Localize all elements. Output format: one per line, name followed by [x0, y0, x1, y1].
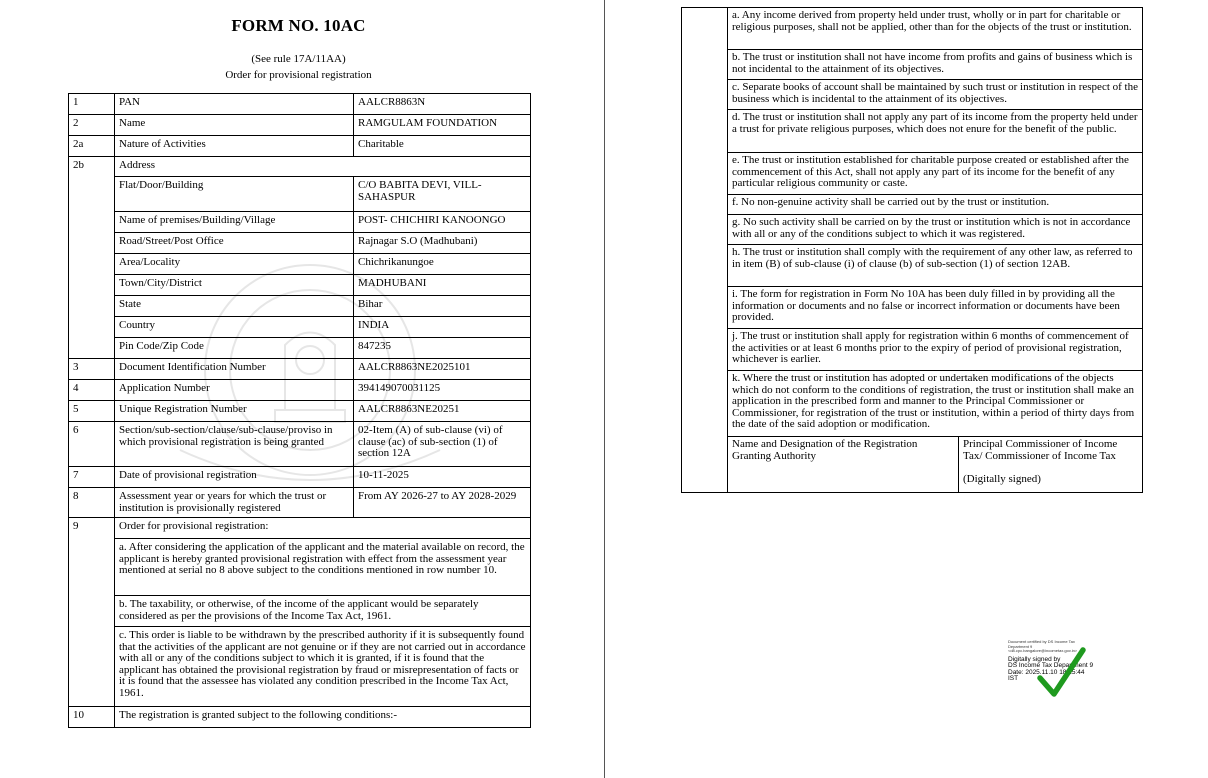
authority-value: Principal Commissioner of Income Tax/ Commissioner of Income Tax [963, 438, 1118, 462]
table-row [682, 80, 1143, 110]
table-row [682, 8, 1143, 50]
table-row [69, 177, 531, 212]
field-label: Date of provisional registration [115, 467, 354, 488]
table-row [69, 401, 531, 422]
row-number-cell [682, 8, 728, 493]
conditions-table [681, 7, 1143, 493]
row-number: 3 [69, 359, 115, 380]
authority-cell [959, 437, 1143, 493]
assessment-year-value: From AY 2026-27 to AY 2028-2029 [354, 488, 531, 518]
field-label: State [115, 296, 354, 317]
table-row [69, 94, 531, 115]
row-number: 6 [69, 422, 115, 467]
registration-details-table [68, 93, 531, 728]
condition-item: d. The trust or institution shall not apply any part of its income from the property held under a trust for private religious purposes, which does not enure for the benefit of the public. [728, 110, 1143, 153]
table-row [69, 275, 531, 296]
table-row [682, 215, 1143, 245]
flat-value: C/O BABITA DEVI, VILL-SAHASPUR [354, 177, 531, 212]
table-row [69, 422, 531, 467]
condition-item: c. Separate books of account shall be maintained by such trust or institution in respect of the business which is incidental to the attainment of its objectives. [728, 80, 1143, 110]
table-row [69, 359, 531, 380]
field-label: Nature of Activities [115, 136, 354, 157]
signature-line: Date: 2025.11.10 18:15:44 [1008, 668, 1085, 676]
row-number: 2b [69, 157, 115, 359]
row-number: 7 [69, 467, 115, 488]
certificate-line: <d8.cpc.bangalore@incometax.gov.in> [1008, 648, 1078, 653]
field-label: Order for provisional registration: [115, 518, 531, 539]
table-row [682, 153, 1143, 195]
premises-value: POST- CHICHIRI KANOONGO [354, 212, 531, 233]
table-row [69, 467, 531, 488]
table-row [682, 195, 1143, 215]
table-row [69, 380, 531, 401]
pin-value: 847235 [354, 338, 531, 359]
row-number: 10 [69, 707, 115, 728]
table-row [69, 157, 531, 177]
row-number: 2a [69, 136, 115, 157]
town-value: MADHUBANI [354, 275, 531, 296]
condition-item: f. No non-genuine activity shall be carried out by the trust or institution. [728, 195, 1143, 215]
field-label: Pin Code/Zip Code [115, 338, 354, 359]
table-row [69, 212, 531, 233]
field-label: Road/Street/Post Office [115, 233, 354, 254]
application-number-value: 394149070031125 [354, 380, 531, 401]
row-number: 9 [69, 518, 115, 707]
condition-item: e. The trust or institution established for charitable purpose created or established after the commencement of this Act, shall not apply any part of its income for the benefit of any particular religious community or caste. [728, 153, 1143, 195]
condition-item: j. The trust or institution shall apply for registration within 6 months of commencement of the activities or at least 6 months prior to the expiry of period of provisional registration, whichever is earlier. [728, 329, 1143, 371]
field-label: The registration is granted subject to the following conditions:- [115, 707, 531, 728]
name-value: RAMGULAM FOUNDATION [354, 115, 531, 136]
form-rule-reference: (See rule 17A/11AA) [251, 53, 346, 65]
condition-item: h. The trust or institution shall comply with the requirement of any other law, as referred to in item (B) of sub-clause (i) of clause (b) of sub-section (1) of section 12AB. [728, 245, 1143, 287]
form-title: FORM NO. 10AC [231, 16, 366, 35]
table-row [682, 245, 1143, 287]
table-row [69, 596, 531, 627]
road-value: Rajnagar S.O (Madhubani) [354, 233, 531, 254]
left-page [0, 0, 603, 778]
field-label: Flat/Door/Building [115, 177, 354, 212]
table-row [69, 488, 531, 518]
condition-item: a. Any income derived from property held under trust, wholly or in part for charitable or religious purposes, shall not be applied, other than for the objects of the trust or institution. [728, 8, 1143, 50]
signature-line: DS Income Tax Department 9 [1008, 662, 1094, 669]
field-label: PAN [115, 94, 354, 115]
signature-line: Digitally signed by [1008, 655, 1061, 663]
table-row [682, 110, 1143, 153]
table-row [682, 50, 1143, 80]
field-label: Town/City/District [115, 275, 354, 296]
digital-signature-stamp [1008, 640, 1118, 706]
date-value: 10-11-2025 [354, 467, 531, 488]
table-row [682, 287, 1143, 329]
table-row [69, 518, 531, 539]
signature-line: IST [1008, 675, 1019, 682]
nature-value: Charitable [354, 136, 531, 157]
country-value: INDIA [354, 317, 531, 338]
table-row [69, 233, 531, 254]
din-value: AALCR8863NE2025101 [354, 359, 531, 380]
table-row [69, 338, 531, 359]
certificate-line: Department 9 [1008, 643, 1033, 649]
condition-item: b. The trust or institution shall not have income from profits and gains of business which is not incidental to the attainment of its objectives. [728, 50, 1143, 80]
order-clause-c: c. This order is liable to be withdrawn by the prescribed authority if it is subsequently found that the activities of the applicant are not genuine or if they are not carried out in accordance with all or any of the conditions subject to which it is granted, if it is found that the applicant has obtained the provisional registration by fraud or misrepresentation of facts or it is found that the assessee has violated any condition prescribed in the Income Tax Act, 1961. [115, 627, 531, 707]
pan-value: AALCR8863N [354, 94, 531, 115]
field-label: Unique Registration Number [115, 401, 354, 422]
condition-item: k. Where the trust or institution has adopted or undertaken modifications of the objects which do not conform to the conditions of registration, the trust or institution shall make an application in the prescribed form and manner to the Principal Commissioner or Commissioner, for registration of the trust or institution, within a period of thirty days from the date of the said adoption or modification. [728, 371, 1143, 437]
table-row [69, 254, 531, 275]
field-label: Application Number [115, 380, 354, 401]
condition-item: g. No such activity shall be carried on by the trust or institution which is not in accordance with all or any of the conditions subject to which it was registered. [728, 215, 1143, 245]
checkmark-icon [1036, 644, 1086, 700]
row-number: 5 [69, 401, 115, 422]
section-value: 02-Item (A) of sub-clause (vi) of clause (ac) of sub-section (1) of section 12A [354, 422, 531, 467]
table-row [69, 136, 531, 157]
field-label: Document Identification Number [115, 359, 354, 380]
table-row [69, 296, 531, 317]
table-row [69, 627, 531, 707]
table-row [69, 539, 531, 596]
table-row [69, 707, 531, 728]
table-row [69, 317, 531, 338]
field-label: Area/Locality [115, 254, 354, 275]
table-row [682, 329, 1143, 371]
row-number: 4 [69, 380, 115, 401]
field-label: Address [115, 157, 531, 177]
order-clause-a: a. After considering the application of the applicant and the material available on record, the applicant is hereby granted provisional registration with effect from the assessment year mentioned at serial no 8 above subject to the conditions mentioned in row number 10. [115, 539, 531, 596]
order-clause-b: b. The taxability, or otherwise, of the income of the applicant would be separately considered as per the provisions of the Income Tax Act, 1961. [115, 596, 531, 627]
field-label: Name of premises/Building/Village [115, 212, 354, 233]
table-row [682, 371, 1143, 437]
form-subtitle: Order for provisional registration [225, 69, 372, 81]
row-number: 2 [69, 115, 115, 136]
field-label: Name [115, 115, 354, 136]
table-row [69, 115, 531, 136]
field-label: Assessment year or years for which the trust or institution is provisionally registered [115, 488, 354, 518]
area-value: Chichrikanungoe [354, 254, 531, 275]
state-value: Bihar [354, 296, 531, 317]
table-row [682, 437, 1143, 493]
urn-value: AALCR8863NE20251 [354, 401, 531, 422]
field-label: Country [115, 317, 354, 338]
authority-label: Name and Designation of the Registration Granting Authority [728, 437, 959, 493]
field-label: Section/sub-section/clause/sub-clause/proviso in which provisional registration is being granted [115, 422, 354, 467]
certificate-line: Document certified by DS Income Tax [1008, 639, 1075, 644]
page-divider [604, 0, 605, 778]
condition-item: i. The form for registration in Form No 10A has been duly filled in by providing all the information or documents and no false or incorrect information or documents have been provided. [728, 287, 1143, 329]
row-number: 1 [69, 94, 115, 115]
digitally-signed-note: (Digitally signed) [963, 473, 1041, 485]
row-number: 8 [69, 488, 115, 518]
